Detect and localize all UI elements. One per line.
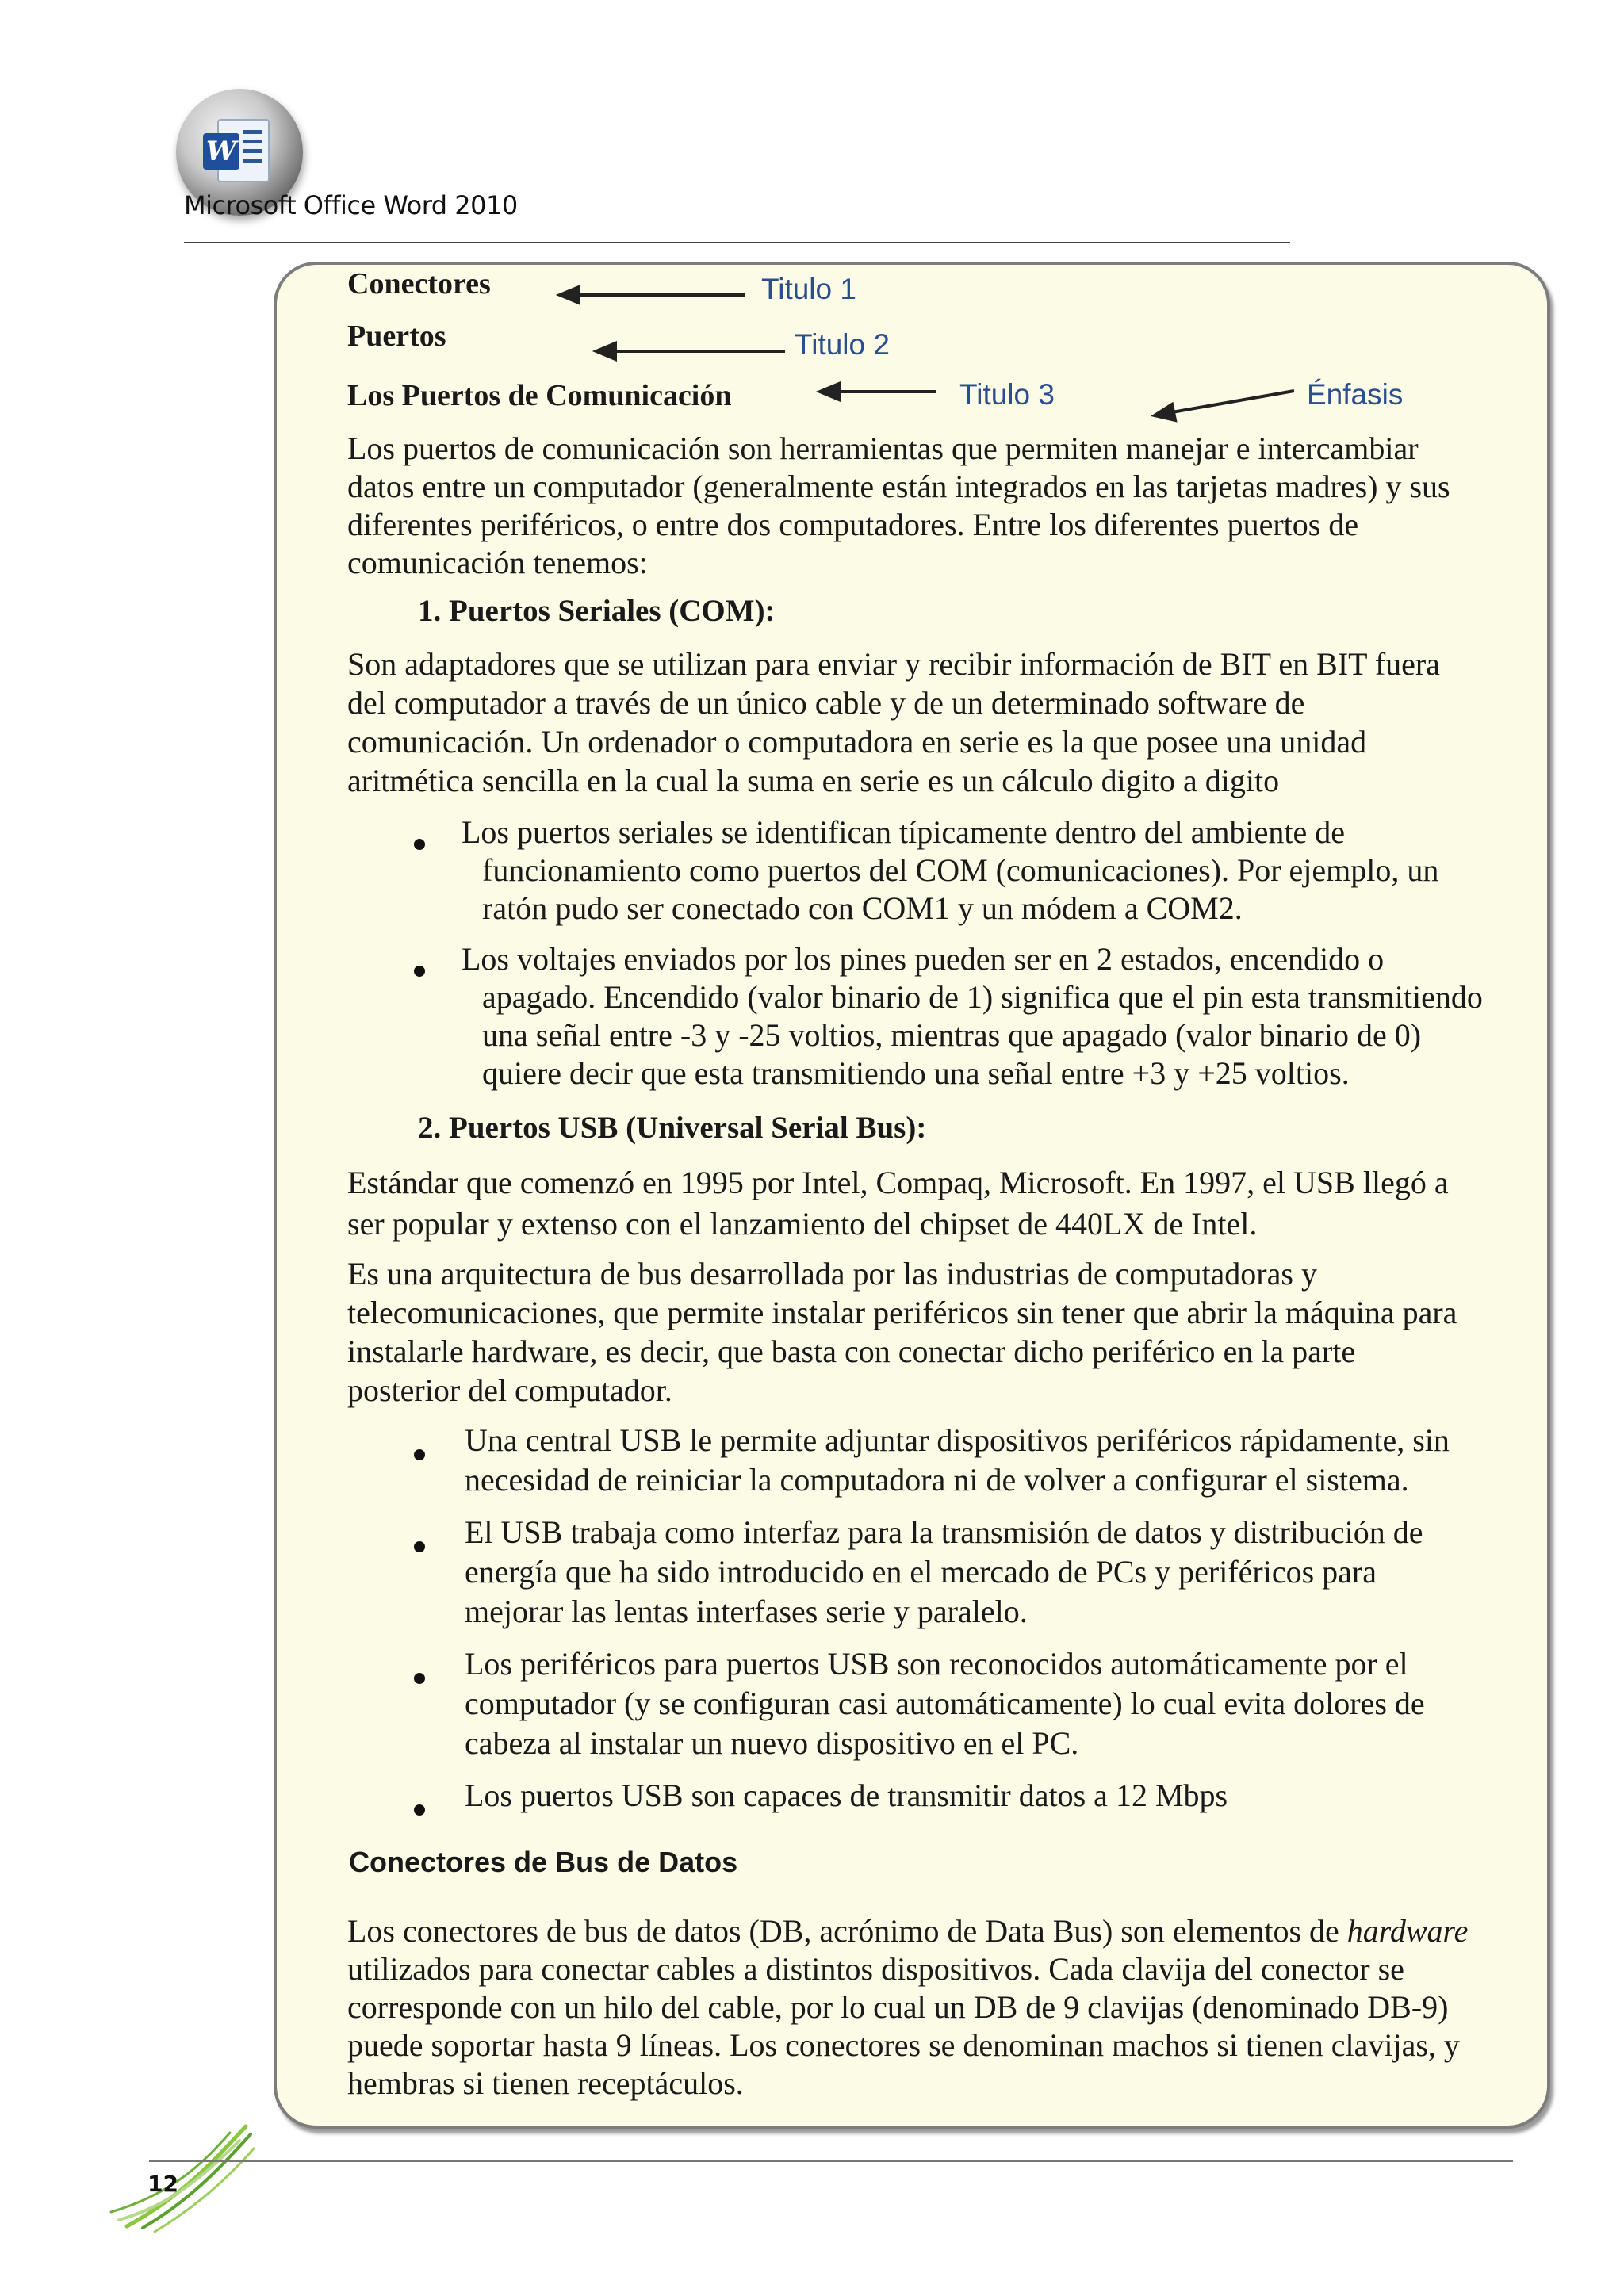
text-line: instalarle hardware, es decir, que basta con conectar dicho periférico en la parte <box>347 1334 1356 1369</box>
bullet-icon <box>414 839 425 850</box>
text-line: utilizados para conectar cables a distintos dispositivos. Cada clavija del conector se <box>347 1951 1404 1987</box>
heading-conectores: Conectores <box>347 267 491 300</box>
text-line: Los puertos de comunicación son herramientas que permiten manejar e intercambiar <box>347 430 1419 466</box>
serial-bullet-list <box>412 813 1521 1093</box>
text-line: El USB trabaja como interfaz para la transmisión de datos y distribución de <box>465 1514 1423 1550</box>
text-line: una señal entre -3 y -25 voltios, mientras que apagado (valor binario de 0) <box>482 1017 1422 1053</box>
list-item <box>412 1513 1507 1632</box>
bullet-icon <box>414 1449 425 1460</box>
bus-line-1: Los conectores de bus de datos (DB, acrónimo de Data Bus) son elementos de <box>347 1913 1339 1949</box>
bus-paragraph <box>347 1912 1501 2103</box>
text-line: hembras si tienen receptáculos. <box>347 2065 744 2101</box>
text-line: energía que ha sido introducido en el mercado de PCs y periféricos para <box>465 1554 1377 1590</box>
text-line: ratón pudo ser conectado con COM1 y un módem a COM2. <box>482 890 1243 926</box>
header-divider <box>184 242 1290 243</box>
usb-heading: 2. Puertos USB (Universal Serial Bus): <box>418 1111 927 1145</box>
serial-paragraph <box>347 645 1501 800</box>
header-title: Microsoft Office Word 2010 <box>184 190 518 220</box>
emphasis-hardware: hardware <box>1346 1913 1469 1949</box>
text-line: computador (y se configuran casi automáticamente) lo cual evita dolores de <box>465 1686 1425 1721</box>
annotation-enfasis: Énfasis <box>1307 378 1404 411</box>
text-line: Los puertos seriales se identifican típicamente dentro del ambiente de <box>462 814 1346 850</box>
footer-divider <box>149 2160 1513 2162</box>
text-line: comunicación. Un ordenador o computadora en serie es la que posee una unidad <box>347 724 1367 760</box>
text-line: corresponde con un hilo del cable, por lo cual un DB de 9 clavijas (denominado DB-9) <box>347 1989 1449 2025</box>
text-line: cabeza al instalar un nuevo dispositivo en el PC. <box>465 1725 1079 1761</box>
text-line: comunicación tenemos: <box>347 545 648 580</box>
serial-heading: 1. Puertos Seriales (COM): <box>418 594 776 628</box>
usb-bullet-list <box>412 1421 1507 1816</box>
bullet-icon <box>414 966 425 977</box>
text-line: Una central USB le permite adjuntar dispositivos periféricos rápidamente, sin <box>465 1422 1450 1458</box>
leaf-ornament-icon <box>95 2117 262 2236</box>
usb-paragraph-1 <box>347 1162 1501 1245</box>
text-line: diferentes periféricos, o entre dos computadores. Entre los diferentes puertos de <box>347 507 1359 542</box>
bus-heading: Conectores de Bus de Datos <box>349 1846 738 1878</box>
usb-paragraph-2 <box>347 1254 1501 1410</box>
heading-puertos: Puertos <box>347 320 446 353</box>
annotation-titulo2: Titulo 2 <box>795 328 890 361</box>
heading-puertos-comunicacion: Los Puertos de Comunicación <box>347 379 732 412</box>
annotation-titulo3: Titulo 3 <box>959 378 1055 411</box>
text-line: Los periféricos para puertos USB son reconocidos automáticamente por el <box>465 1646 1408 1682</box>
list-item <box>412 1421 1507 1500</box>
page-number: 12 <box>147 2171 178 2197</box>
text-line: Es una arquitectura de bus desarrollada por las industrias de computadoras y <box>347 1256 1317 1292</box>
list-item <box>412 813 1521 928</box>
annotation-titulo1: Titulo 1 <box>761 273 856 305</box>
text-line: ser popular y extenso con el lanzamiento del chipset de 440LX de Intel. <box>347 1206 1258 1242</box>
text-line <box>347 1912 1501 1950</box>
text-line: apagado. Encendido (valor binario de 1) significa que el pin esta transmitiendo <box>482 979 1483 1015</box>
list-item <box>412 1776 1507 1816</box>
text-line: puede soportar hasta 9 líneas. Los conectores se denominan machos si tienen clavijas, y <box>347 2027 1460 2063</box>
text-line: Los puertos USB son capaces de transmitir datos a 12 Mbps <box>465 1777 1228 1813</box>
text-line: Estándar que comenzó en 1995 por Intel, Compaq, Microsoft. En 1997, el USB llegó a <box>347 1165 1449 1200</box>
text-line: del computador a través de un único cable y de un determinado software de <box>347 685 1305 721</box>
text-line: necesidad de reiniciar la computadora ni de volver a configurar el sistema. <box>465 1462 1409 1498</box>
bullet-icon <box>414 1804 425 1816</box>
text-line: Son adaptadores que se utilizan para enviar y recibir información de BIT en BIT fuera <box>347 646 1441 682</box>
text-line: datos entre un computador (generalmente están integrados en las tarjetas madres) y sus <box>347 469 1450 504</box>
intro-paragraph <box>347 430 1501 582</box>
word-w-icon: W <box>203 133 239 170</box>
bullet-icon <box>414 1541 425 1552</box>
text-line: quiere decir que esta transmitiendo una señal entre +3 y +25 voltios. <box>482 1055 1350 1091</box>
text-line: aritmética sencilla en la cual la suma en serie es un cálculo digito a digito <box>347 763 1280 798</box>
list-item <box>412 1644 1507 1763</box>
text-line: Los voltajes enviados por los pines pueden ser en 2 estados, encendido o <box>462 941 1385 977</box>
list-item <box>412 940 1521 1093</box>
text-line: mejorar las lentas interfases serie y paralelo. <box>465 1594 1028 1629</box>
text-line: funcionamiento como puertos del COM (comunicaciones). Por ejemplo, un <box>482 852 1439 888</box>
text-line: telecomunicaciones, que permite instalar periféricos sin tener que abrir la máquina para <box>347 1295 1457 1330</box>
text-line: posterior del computador. <box>347 1372 672 1408</box>
bullet-icon <box>414 1673 425 1684</box>
